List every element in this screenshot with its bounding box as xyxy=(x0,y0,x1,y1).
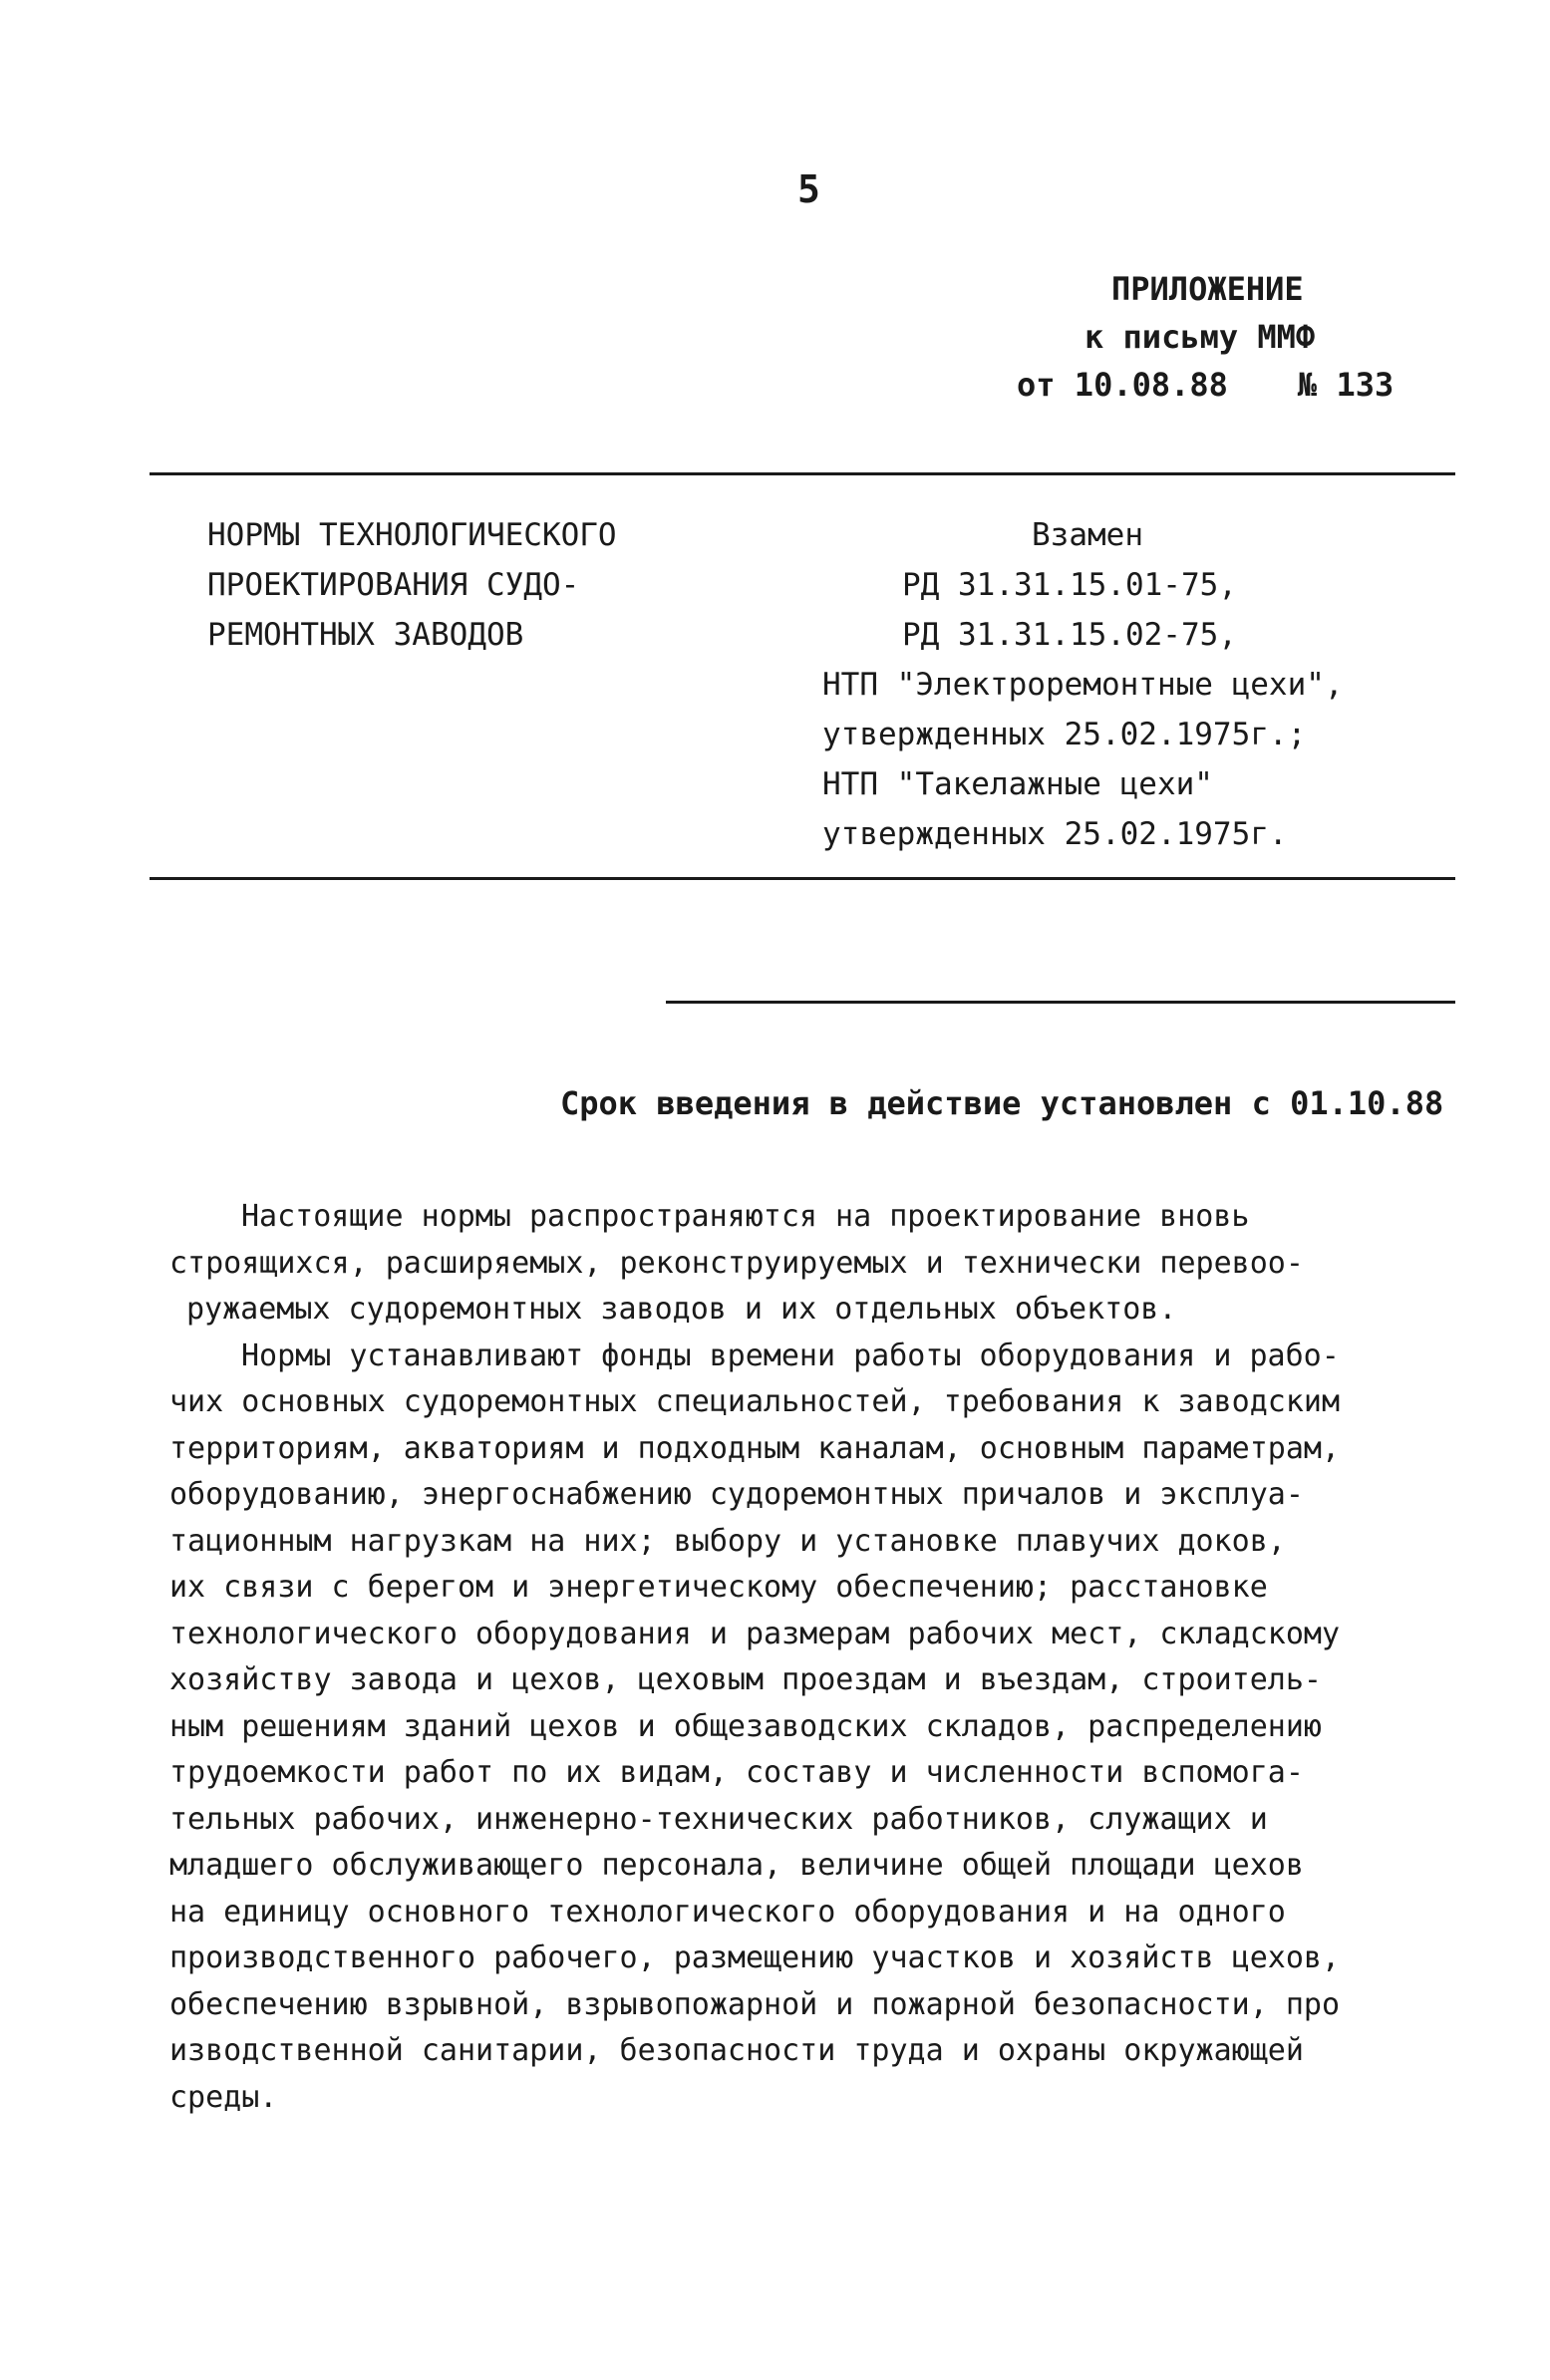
body-line: чих основных судоремонтных специальностей, требования к заводским xyxy=(169,1384,1340,1419)
body-line: среды. xyxy=(169,2079,278,2115)
body-line: производственного рабочего, размещению участков и хозяйств цехов, xyxy=(169,1940,1340,1975)
body-line: на единицу основного технологического оборудования и на одного xyxy=(169,1894,1286,1930)
body-line: хозяйству завода и цехов, цеховым проездам и въездам, строитель- xyxy=(169,1662,1322,1697)
body-line: оборудованию, энергоснабжению судоремонтных причалов и эксплуа- xyxy=(169,1477,1304,1512)
norms-title xyxy=(207,510,617,660)
attachment-title: ПРИЛОЖЕНИЕ xyxy=(1111,270,1304,308)
effective-date: Срок введения в действие установлен с 01.10.88 xyxy=(560,1084,1444,1122)
replaces-line: утвержденных 25.02.1975г.; xyxy=(822,717,1307,752)
attachment-block xyxy=(1017,265,1435,409)
replaces-line: НТП "Такелажные цехи" xyxy=(822,766,1213,802)
body-line: тельных рабочих, инженерно-технических работников, служащих и xyxy=(169,1801,1268,1837)
body-line: обеспечению взрывной, взрывопожарной и пожарной безопасности, про xyxy=(169,1986,1340,2022)
body-line: ным решениям зданий цехов и общезаводских складов, распределению xyxy=(169,1708,1322,1744)
replaces-line: утвержденных 25.02.1975г. xyxy=(822,816,1288,852)
attachment-number: № 133 xyxy=(1297,366,1395,404)
page-number: 5 xyxy=(797,167,820,211)
body-line: строящихся, расширяемых, реконструируемых и технически перевоо- xyxy=(169,1245,1304,1281)
replaces-header: Взамен xyxy=(1032,517,1143,553)
divider-middle xyxy=(150,877,1455,880)
divider-top xyxy=(150,472,1455,475)
replaces-line: РД 31.31.15.01-75, xyxy=(902,567,1237,603)
replaces-block xyxy=(822,510,1344,859)
body-line: изводственной санитарии, безопасности труда и охраны окружающей xyxy=(169,2033,1304,2068)
body-text xyxy=(169,1194,1435,2121)
body-line: Нормы устанавливают фонды времени работы оборудования и рабо- xyxy=(241,1338,1340,1373)
attachment-letter: к письму ММФ xyxy=(1085,318,1316,356)
body-line: трудоемкости работ по их видам, составу и численности вспомога- xyxy=(169,1755,1304,1790)
replaces-line: НТП "Электроремонтные цехи", xyxy=(822,667,1344,703)
divider-short xyxy=(666,1001,1455,1004)
norms-title-line: ПРОЕКТИРОВАНИЯ СУДО- xyxy=(207,567,580,603)
body-line: ружаемых судоремонтных заводов и их отдельных объектов. xyxy=(186,1292,1177,1327)
norms-title-line: РЕМОНТНЫХ ЗАВОДОВ xyxy=(207,617,524,653)
body-line: младшего обслуживающего персонала, величине общей площади цехов xyxy=(169,1848,1304,1883)
attachment-date: от 10.08.88 xyxy=(1017,366,1228,404)
norms-title-line: НОРМЫ ТЕХНОЛОГИЧЕСКОГО xyxy=(207,517,617,553)
body-line: территориям, акваториям и подходным каналам, основным параметрам, xyxy=(169,1430,1340,1466)
body-line: их связи с берегом и энергетическому обеспечению; расстановке xyxy=(169,1570,1268,1605)
replaces-line: РД 31.31.15.02-75, xyxy=(902,617,1237,653)
body-line: технологического оборудования и размерам рабочих мест, складскому xyxy=(169,1616,1340,1651)
attachment-date-line xyxy=(1017,361,1435,409)
body-line: тационным нагрузкам на них; выбору и установке плавучих доков, xyxy=(169,1523,1286,1559)
body-line: Настоящие нормы распространяются на проектирование вновь xyxy=(241,1199,1250,1234)
